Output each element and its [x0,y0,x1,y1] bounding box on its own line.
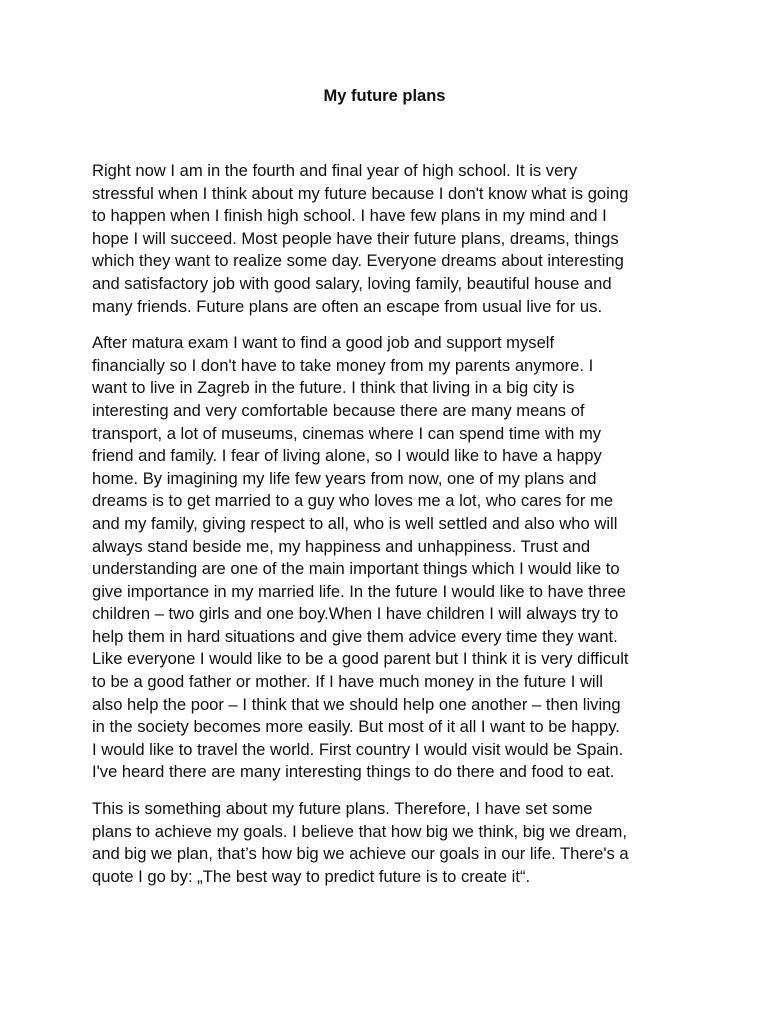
text-line: quote I go by: „The best way to predict future is to create it“. [92,866,531,886]
text-line: to be a good father or mother. If I have much money in the future I will [92,672,603,692]
text-line: Right now I am in the fourth and final year of high school. It is very [92,161,578,180]
paragraph-3 [92,798,682,888]
text-line: stressful when I think about my future because I don't know what is going [92,183,629,203]
text-line: plans to achieve my goals. I believe that how big we think, big we dream, [92,821,627,841]
text-line: understanding are one of the main important things which I would like to [92,559,620,579]
text-line: which they want to realize some day. Everyone dreams about interesting [92,251,624,271]
text-line: give importance in my married life. In the future I would like to have three [92,581,627,601]
text-line: This is something about my future plans. Therefore, I have set some [92,799,593,819]
text-line: want to live in Zagreb in the future. I think that living in a big city is [92,378,575,398]
text-line: many friends. Future plans are often an escape from usual live for us. [92,296,603,316]
text-line: to happen when I finish high school. I have few plans in my mind and I [92,206,607,226]
text-line: I've heard there are many interesting things to do there and food to eat. [92,762,615,782]
text-line: hope I will succeed. Most people have their future plans, dreams, things [92,228,619,248]
text-line: and big we plan, that’s how big we achieve our goals in our life. There's a [92,844,629,864]
text-line: also help the poor – I think that we should help one another – then living [92,694,621,714]
paragraph-2 [92,332,682,784]
text-line: in the society becomes more easily. But most of it all I want to be happy. [92,717,620,737]
page-title: My future plans [323,87,446,105]
text-line: and my family, giving respect to all, who is well settled and also who will [92,513,618,533]
text-line: always stand beside me, my happiness and unhappiness. Trust and [92,536,591,556]
text-line: Like everyone I would like to be a good parent but I think it is very difficult [92,649,629,669]
text-line: financially so I don't have to take money from my parents anymore. I [92,355,594,375]
text-line: dreams is to get married to a guy who loves me a lot, who cares for me [92,491,614,511]
text-line: and satisfactory job with good salary, loving family, beautiful house and [92,273,612,293]
text-line: transport, a lot of museums, cinemas where I can spend time with my [92,423,602,443]
document-body [92,160,682,888]
text-line: friend and family. I fear of living alone, so I would like to have a happy [92,446,602,466]
paragraph-1 [92,160,682,318]
text-line: home. By imagining my life few years from now, one of my plans and [92,468,597,488]
text-line: After matura exam I want to find a good job and support myself [92,333,555,353]
text-line: children – two girls and one boy.When I have children I will always try to [92,604,619,624]
text-line: interesting and very comfortable because there are many means of [92,400,585,420]
text-line: help them in hard situations and give them advice every time they want. [92,626,618,646]
text-line: I would like to travel the world. First country I would visit would be Spain. [92,739,624,759]
